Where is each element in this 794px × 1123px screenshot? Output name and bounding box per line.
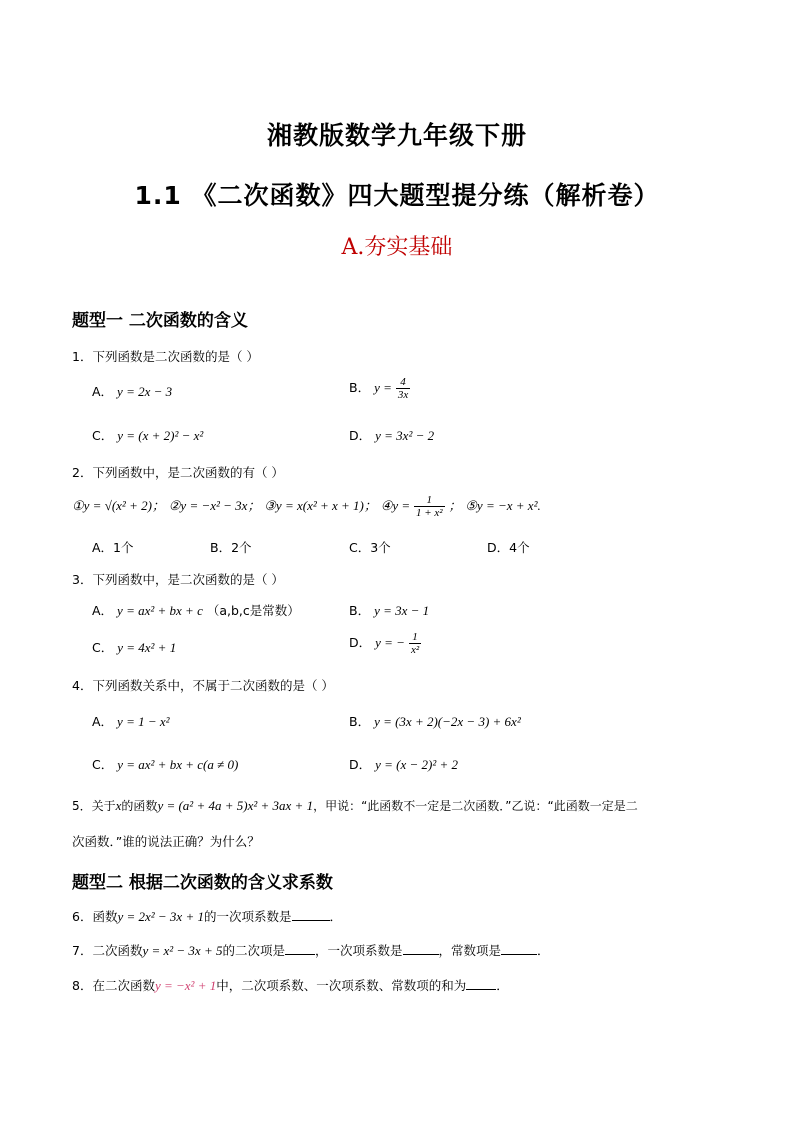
answer-blank	[466, 977, 496, 990]
denominator: 1 + x²	[416, 507, 443, 519]
section-2-title: 题型二 根据二次函数的含义求系数	[72, 873, 333, 893]
q2-item-5: ⑤y = −x + x².	[465, 498, 541, 513]
option-math: y = 3x − 1	[374, 603, 430, 618]
fraction	[409, 631, 421, 656]
answer-blank	[403, 942, 439, 955]
option-math: y = ax² + bx + c	[117, 603, 203, 618]
q7-text: 的二次项是	[222, 943, 285, 958]
q2-option-d: D．4个	[487, 540, 530, 555]
part-heading: A.夯实基础	[341, 235, 453, 260]
option-label: D．	[349, 635, 372, 650]
option-label: B．	[349, 714, 371, 729]
option-label: A．	[92, 603, 114, 618]
q2-option-a: A．1个	[92, 540, 134, 555]
q5-text: 的函数	[121, 799, 158, 813]
option-math: y =	[374, 380, 392, 395]
q2-item-2: ②y = −x² − 3x；	[168, 498, 261, 513]
q6-text: 6．函数	[72, 909, 118, 924]
answer-blank	[285, 942, 315, 955]
q1-option-d	[349, 426, 434, 444]
q2-item-1: ①y = √(x² + 2)；	[72, 498, 165, 513]
q7-text: ，一次项系数是	[315, 943, 403, 958]
q5-text: ，甲说：“此函数不一定是二次函数．”乙说：“此函数一定是二	[313, 799, 638, 813]
question-2-stem: 2．下列函数中，是二次函数的有（ ）	[72, 465, 284, 480]
q3-option-a	[92, 601, 300, 619]
q8-text: 8．在二次函数	[72, 978, 155, 993]
q2-option-c: C．3个	[349, 540, 391, 555]
q2-option-b: B．2个	[210, 540, 252, 555]
option-math: y = (x − 2)² + 2	[375, 757, 459, 772]
fraction	[414, 494, 445, 519]
q5-math: y = (a² + 4a + 5)x² + 3ax + 1	[157, 798, 314, 813]
option-math: y = 1 − x²	[117, 714, 170, 729]
q6-text: 的一次项系数是	[203, 909, 292, 924]
option-label: A．	[92, 384, 114, 399]
document-subtitle: 1.1 《二次函数》四大题型提分练（解析卷）	[134, 181, 660, 210]
denominator: 3x	[397, 389, 409, 401]
q4-option-b	[349, 712, 521, 730]
question-8	[72, 976, 509, 994]
option-note: （a,b,c是常数）	[206, 603, 300, 618]
option-label: B．	[349, 380, 371, 395]
q7-text: ，常数项是	[438, 943, 502, 958]
q3-option-c	[92, 638, 176, 656]
fraction	[396, 376, 410, 401]
option-math: y = (x + 2)² − x²	[117, 428, 204, 443]
option-math: y = (3x + 2)(−2x − 3) + 6x²	[374, 714, 521, 729]
option-label: C．	[92, 640, 114, 655]
answer-blank	[501, 942, 537, 955]
q2-item-4-suffix: ；	[448, 498, 462, 513]
q2-items	[72, 494, 541, 519]
option-math: y = 2x − 3	[117, 384, 173, 399]
q4-option-c	[92, 755, 238, 773]
option-label: C．	[92, 757, 114, 772]
section-1-title: 题型一 二次函数的含义	[72, 311, 248, 331]
question-3-stem: 3．下列函数中，是二次函数的是（ ）	[72, 572, 284, 587]
answer-blank	[292, 908, 330, 921]
option-math: y = ax² + bx + c(a ≠ 0)	[117, 757, 239, 772]
q5-text: 5．关于	[72, 799, 116, 813]
q5-variable: x	[115, 798, 122, 813]
q8-end: ．	[496, 978, 509, 993]
q8-math: y = −x² + 1	[154, 978, 217, 993]
q4-option-a	[92, 712, 170, 730]
question-1-stem: 1．下列函数是二次函数的是（ ）	[72, 349, 259, 364]
question-5-line-1	[72, 797, 638, 814]
q1-option-b	[349, 376, 410, 401]
q8-text: 中，二次项系数、一次项系数、常数项的和为	[216, 978, 467, 993]
question-4-stem: 4．下列函数关系中，不属于二次函数的是（ ）	[72, 678, 334, 693]
option-label: D．	[349, 757, 372, 772]
numerator: 4	[396, 376, 410, 389]
option-label: A．	[92, 714, 114, 729]
q7-end: ．	[537, 943, 550, 958]
option-math: y = 4x² + 1	[117, 640, 177, 655]
q7-text: 7．二次函数	[72, 943, 143, 958]
question-6	[72, 907, 342, 925]
q6-math: y = 2x² − 3x + 1	[117, 909, 204, 924]
denominator: x²	[410, 644, 420, 656]
q2-item-4-prefix: ④y =	[380, 498, 411, 513]
numerator: 1	[409, 631, 421, 644]
option-math: y = −	[375, 635, 405, 650]
document-title: 湘教版数学九年级下册	[266, 121, 527, 150]
q3-option-b	[349, 601, 429, 619]
option-math: y = 3x² − 2	[375, 428, 435, 443]
q3-option-d	[349, 631, 421, 656]
q4-option-d	[349, 755, 458, 773]
q1-option-c	[92, 426, 203, 444]
q6-end: ．	[329, 909, 343, 924]
question-5-line-2: 次函数．”谁的说法正确？为什么？	[72, 834, 260, 849]
numerator: 1	[414, 494, 445, 507]
q1-option-a	[92, 382, 172, 400]
question-7	[72, 941, 550, 959]
option-label: B．	[349, 603, 371, 618]
option-label: C．	[92, 428, 114, 443]
option-label: D．	[349, 428, 372, 443]
q7-math: y = x² − 3x + 5	[142, 943, 223, 958]
q2-item-3: ③y = x(x² + x + 1)；	[264, 498, 377, 513]
